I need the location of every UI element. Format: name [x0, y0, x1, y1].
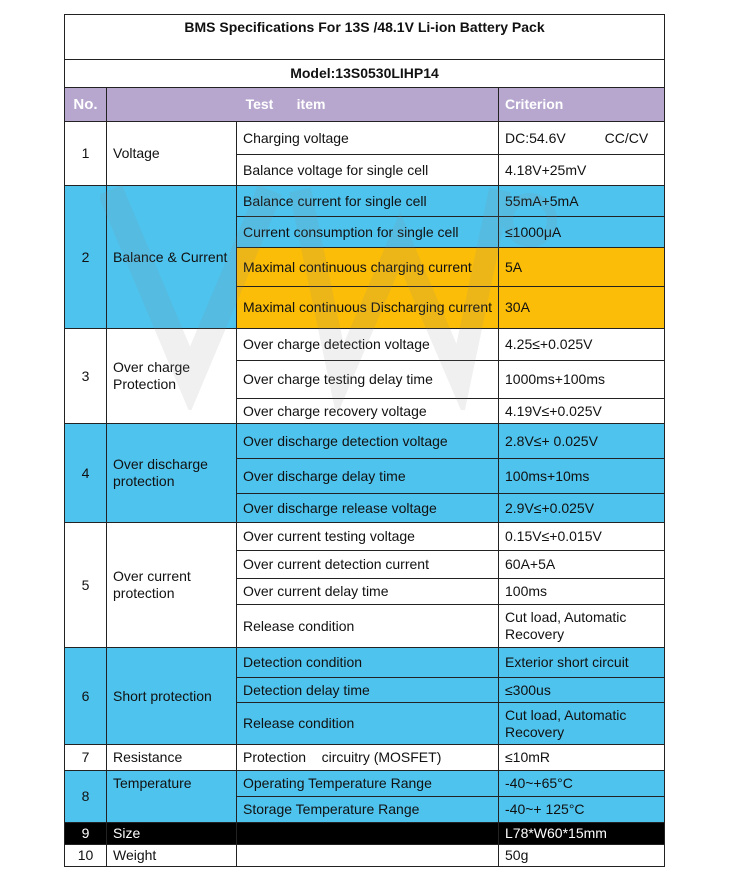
- criterion-value: 2.9V≤+0.025V: [499, 494, 665, 523]
- category-label: Balance & Current: [107, 186, 237, 329]
- criterion-value: 4.19V≤+0.025V: [499, 399, 665, 424]
- category-label: Temperature: [107, 771, 237, 823]
- table-row: [65, 186, 665, 217]
- header-test-item: Test item: [107, 88, 499, 122]
- table-row: [65, 745, 665, 771]
- criterion-value: 0.15V≤+0.015V: [499, 523, 665, 551]
- row-number: 1: [65, 122, 107, 186]
- category-label: Over discharge protection: [107, 424, 237, 523]
- criterion-value: 60A+5A: [499, 551, 665, 579]
- row-number: 3: [65, 329, 107, 424]
- test-item: Over charge testing delay time: [237, 361, 499, 399]
- test-item: Over discharge detection voltage: [237, 424, 499, 459]
- test-item: Over discharge delay time: [237, 459, 499, 494]
- criterion-value: 5A: [499, 248, 665, 287]
- criterion-value: -40~+ 125°C: [499, 797, 665, 823]
- row-number: 5: [65, 523, 107, 648]
- test-item: Over current testing voltage: [237, 523, 499, 551]
- header-criterion: Criterion: [499, 88, 665, 122]
- header-no: No.: [65, 88, 107, 122]
- criterion-value: L78*W60*15mm: [499, 823, 665, 845]
- test-item: Over current delay time: [237, 579, 499, 605]
- criterion-value: Exterior short circuit: [499, 648, 665, 678]
- spec-sheet: [64, 14, 664, 867]
- row-number: 8: [65, 771, 107, 823]
- table-row: [65, 823, 665, 845]
- criterion-value: ≤300us: [499, 678, 665, 703]
- table-row: [65, 329, 665, 361]
- test-item-empty: [237, 845, 499, 867]
- document-title: BMS Specifications For 13S /48.1V Li-ion Battery Pack: [65, 15, 665, 60]
- category-label: Over charge Protection: [107, 329, 237, 424]
- criterion-value: 30A: [499, 287, 665, 329]
- test-item: Over discharge release voltage: [237, 494, 499, 523]
- test-item: Balance current for single cell: [237, 186, 499, 217]
- category-label: Weight: [107, 845, 237, 867]
- row-number: 6: [65, 648, 107, 745]
- criterion-value: 55mA+5mA: [499, 186, 665, 217]
- test-item: Balance voltage for single cell: [237, 155, 499, 186]
- test-item: Maximal continuous Discharging current: [237, 287, 499, 329]
- test-item: Detection delay time: [237, 678, 499, 703]
- criterion-value: 4.18V+25mV: [499, 155, 665, 186]
- criterion-value: 2.8V≤+ 0.025V: [499, 424, 665, 459]
- row-number: 10: [65, 845, 107, 867]
- criterion-value: -40~+65°C: [499, 771, 665, 797]
- row-number: 9: [65, 823, 107, 845]
- test-item: Protection circuitry (MOSFET): [237, 745, 499, 771]
- category-label: Over current protection: [107, 523, 237, 648]
- table-header: [65, 88, 665, 122]
- spec-table: [64, 14, 665, 867]
- criterion-value: Cut load, Automatic Recovery: [499, 703, 665, 745]
- criterion-value: Cut load, Automatic Recovery: [499, 605, 665, 648]
- test-item: Over charge detection voltage: [237, 329, 499, 361]
- row-number: 4: [65, 424, 107, 523]
- test-item: Charging voltage: [237, 122, 499, 155]
- test-item: Over current detection current: [237, 551, 499, 579]
- row-number: 7: [65, 745, 107, 771]
- category-label: Size: [107, 823, 237, 845]
- test-item: Release condition: [237, 703, 499, 745]
- criterion-value: ≤1000μA: [499, 217, 665, 248]
- row-number: 2: [65, 186, 107, 329]
- table-row: [65, 648, 665, 678]
- category-label: Voltage: [107, 122, 237, 186]
- test-item: Storage Temperature Range: [237, 797, 499, 823]
- test-item: Maximal continuous charging current: [237, 248, 499, 287]
- criterion-value: 4.25≤+0.025V: [499, 329, 665, 361]
- criterion-value: 100ms+10ms: [499, 459, 665, 494]
- table-row: [65, 424, 665, 459]
- criterion-value: ≤10mR: [499, 745, 665, 771]
- criterion-value: 1000ms+100ms: [499, 361, 665, 399]
- model-number: Model:13S0530LIHP14: [65, 60, 665, 88]
- criterion-value: DC:54.6V CC/CV: [499, 122, 665, 155]
- criterion-value: 100ms: [499, 579, 665, 605]
- table-row: [65, 771, 665, 797]
- category-label: Short protection: [107, 648, 237, 745]
- test-item: Current consumption for single cell: [237, 217, 499, 248]
- table-row: [65, 523, 665, 551]
- test-item: Release condition: [237, 605, 499, 648]
- test-item-empty: [237, 823, 499, 845]
- test-item: Over charge recovery voltage: [237, 399, 499, 424]
- table-row: [65, 122, 665, 155]
- table-row: [65, 845, 665, 867]
- criterion-value: 50g: [499, 845, 665, 867]
- test-item: Operating Temperature Range: [237, 771, 499, 797]
- category-label: Resistance: [107, 745, 237, 771]
- test-item: Detection condition: [237, 648, 499, 678]
